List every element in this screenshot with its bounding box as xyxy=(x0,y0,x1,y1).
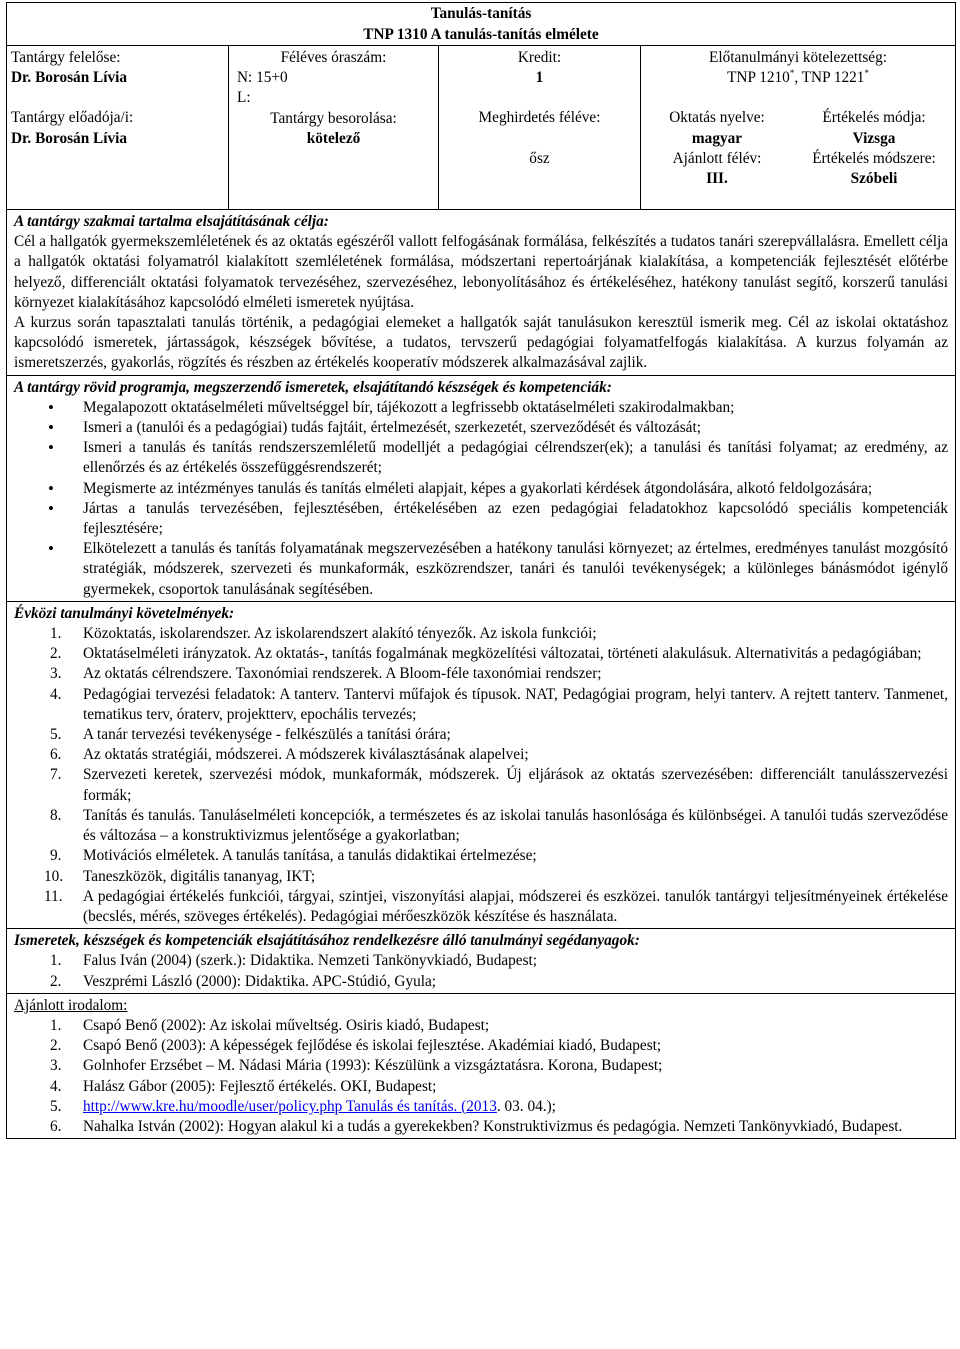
requirement-item: 5. A tanár tervezési tevékenysége - felkészülés a tanítási órára; xyxy=(50,726,451,744)
policy-link[interactable]: http://www.kre.hu/moodle/user/policy.php Tanulás és tanítás. (2013 xyxy=(83,1097,497,1115)
credit-column xyxy=(439,46,641,209)
course-code-title: TNP 1310 A tanulás-tanítás elmélete xyxy=(363,26,599,43)
material-item: 1. Falus Iván (2004) (szerk.): Didaktika. Nemzeti Tankönyvkiadó, Budapest; xyxy=(50,952,538,970)
literature-item: 1. Csapó Benő (2002): Az iskolai műveltség. Osiris kiadó, Budapest; xyxy=(50,1016,490,1034)
classification-value: kötelező xyxy=(306,129,361,147)
requirement-item: 2. Oktatáselméleti irányzatok. Az oktatás-, tanítás fogalmának megközelítési változatai, történeti alakulásuk. Alternativitás a pedagógiában; xyxy=(50,645,922,663)
announced-value: ősz xyxy=(529,149,550,167)
requirement-item: 6. Az oktatás stratégiái, módszerei. A módszerek kiválasztásának alapelvei; xyxy=(50,746,529,764)
assessment-value: Vizsga xyxy=(852,129,896,147)
competence-item: • Ismeri a (tanulói és a pedagógiai) tudás fajtáit, értelmezését, szerkezetét, szerveződését és változását; xyxy=(14,418,948,438)
prerequisite-column xyxy=(641,46,955,209)
requirement-item: 7. Szervezeti keretek, szervezési módok, munkaformák, módszerek. Új eljárások az oktatás szervezésében: differenciált tanulásszervezési formák; xyxy=(50,766,948,804)
competence-item: • Elkötelezett a tanulás és tanítás folyamatának megszervezésében a hatékony tanulási környezet; az értelmes, eredményes tanulást mozgósító stratégiák, módszerek, szervezeti és munkaformák, eszközrendszer, tanári és tanulói tevékenységek; a különleges bánásmódot igénylő gyermekek, csoportok tanulásának segítésében. xyxy=(14,539,948,600)
credit-label: Kredit: xyxy=(517,49,562,66)
program-heading: A tantárgy rövid programja, megszerzendő ismeretek, elsajátítandó készségek és kompetenciák: xyxy=(14,378,612,396)
literature-section xyxy=(7,993,955,1138)
language-semester-column xyxy=(641,108,793,189)
lecturer-name: Dr. Borosán Lívia xyxy=(11,129,128,147)
responsible-label: Tantárgy felelőse: xyxy=(11,49,121,66)
requirement-item: 4. Pedagógiai tervezési feladatok: A tanterv. Tantervi műfajok és típusok. NAT, Pedagógiai program, helyi tanterv. A rejtett tanterv. Tanmenet, tematikus terv, óraterv, projektterv, epochális tervezés; xyxy=(50,685,948,723)
literature-item: 5. http://www.kre.hu/moodle/user/policy.php Tanulás és tanítás. (2013. 03. 04.); xyxy=(50,1097,556,1115)
literature-item-date: . 03. 04.); xyxy=(496,1097,556,1115)
literature-heading: Ajánlott irodalom: xyxy=(14,996,128,1014)
responsible-name: Dr. Borosán Lívia xyxy=(11,69,128,87)
material-item: 2. Veszprémi László (2000): Didaktika. APC-Stúdió, Gyula; xyxy=(50,972,437,990)
competence-item: • Jártas a tanulás tervezésében, fejlesztésében, értékelésében az ezen pedagógiai feladatokhoz kapcsolódó speciális kompetenciák fejlesztésére; xyxy=(14,499,948,539)
literature-item: 3. Golnhofer Erzsébet – M. Nádasi Mária (1993): Készülünk a vizsgáztatásra. Korona, Budapest; xyxy=(50,1057,663,1075)
credit-value: 1 xyxy=(535,69,544,87)
semester-value: III. xyxy=(706,170,728,188)
language-label: Oktatás nyelve: xyxy=(669,109,765,127)
materials-heading: Ismeretek, készségek és kompetenciák elsajátításához rendelkezésre álló tanulmányi segédanyagok: xyxy=(14,932,640,950)
assessment-label: Értékelés módja: xyxy=(822,109,926,127)
prerequisite-value xyxy=(641,68,955,88)
program-section xyxy=(7,375,955,601)
prerequisite-course-1: TNP 1210 xyxy=(727,69,790,87)
materials-list xyxy=(14,951,948,991)
literature-list xyxy=(14,1016,948,1137)
requirement-item: 3. Az oktatás célrendszere. Taxonómiai rendszerek. A Bloom-féle taxonómiai rendszer; xyxy=(50,665,602,683)
prerequisite-course-2: , TNP 1221 xyxy=(794,69,865,87)
course-info-grid xyxy=(7,46,955,209)
literature-item: 4. Halász Gábor (2005): Fejlesztő értékelés. OKI, Budapest; xyxy=(50,1077,437,1095)
competence-item: • Megismerte az intézményes tanulás és tanítás elméleti alapjait, képes a gyakorlati kérdések átgondolására, alkotó feldolgozására; xyxy=(14,479,948,499)
semester-label: Ajánlott félév: xyxy=(672,149,762,167)
subject-group-title: Tanulás-tanítás xyxy=(430,5,532,22)
hours-n: N: 15+0 xyxy=(237,69,288,87)
requirement-item: 9. Motivációs elméletek. A tanulás tanítása, a tanulás didaktikai értelmezése; xyxy=(50,847,537,865)
requirement-item: 11. A pedagógiai értékelés funkciói, tárgyai, szintjei, viszonyítási alapjai, módszerei és eszközei. tanulók tantárgyi teljesítményeinek értékelése (becslés, mérés, szöveges értékelés). Pedagógiai mérőeszközök készítése és használata. xyxy=(44,887,948,925)
prerequisite-label: Előtanulmányi kötelezettség: xyxy=(709,49,887,66)
competence-item: • Megalapozott oktatáselméleti műveltséggel bír, tájékozott a legfrissebb oktatáselméleti szakirodalmakban; xyxy=(14,398,948,418)
goal-section xyxy=(7,209,955,375)
requirement-item: 8. Tanítás és tanulás. Tanuláselméleti koncepciók, a természetes és az iskolai tanulás hasonlósága és különbségei. A tanulói tudás szerveződése és változása – a konstruktivizmus jelentősége a gyakorlatban; xyxy=(50,806,948,845)
language-value: magyar xyxy=(691,129,743,147)
materials-section xyxy=(7,928,955,993)
literature-item: 2. Csapó Benő (2003): A képességek fejlődése és iskolai fejlesztése. Akadémiai kiadó, Budapest; xyxy=(50,1037,662,1055)
competence-list xyxy=(14,398,948,600)
course-description-document xyxy=(6,2,956,1139)
hours-column xyxy=(229,46,439,209)
assessment-method-label: Értékelés módszere: xyxy=(812,149,936,167)
assessment-column xyxy=(793,108,955,189)
announced-label: Meghirdetés féléve: xyxy=(478,109,601,127)
requirements-list xyxy=(14,624,948,927)
requirement-item: 1. Közoktatás, iskolarendszer. Az iskolarendszert alakító tényezők. Az iskola funkciói; xyxy=(50,625,597,643)
assessment-method-value: Szóbeli xyxy=(850,170,898,188)
classification-label: Tantárgy besorolása: xyxy=(270,109,397,127)
goal-paragraph-1: Cél a hallgatók gyermekszemléletének és az oktatás egészéről vallott felfogásának formálása, felkészítés a tudatos tanári szerepvállalásra. Emellett célja a hallgatók oktatási folyamatról kialakított szemléletének formálása, módszertani repertoárjának kialakítása, a kompetenciák fejlesztését előtérbe helyező, differenciált oktatási folyamatok tervezéséhez, szervezéséhez, lebonyolításához és értékeléséhez, hatékony tanulást segítő, korszerű tanulási környezet kialakításához kapcsolódó elméleti ismeretek nyújtása. xyxy=(14,233,948,311)
goal-heading: A tantárgy szakmai tartalma elsajátításának célja: xyxy=(14,213,329,230)
requirements-section xyxy=(7,601,955,928)
prerequisite-mark-1: * xyxy=(789,68,795,79)
hours-label: Féléves óraszám: xyxy=(280,49,387,66)
prerequisite-mark-2: * xyxy=(864,68,869,79)
hours-l: L: xyxy=(237,89,251,107)
lecturer-label: Tantárgy előadója/i: xyxy=(11,109,134,127)
requirements-heading: Évközi tanulmányi követelmények: xyxy=(14,604,235,622)
goal-paragraph-2: A kurzus során tapasztalati tanulás történik, a pedagógiai elemeket a hallgatók saját tanulásukon keresztül ismerik meg. Cél az iskolai oktatáshoz kapcsolódó ismeretek, jártasságok, készségek bővítése, a tudatos, tervszerű pedagógiai folyamatfelfogás kialakítása. A kurzus folyamán az ismeretszerzés, gyakorlás, rögzítés és részben az értékelés kooperatív módszerek alkalmazásával zajlik. xyxy=(14,314,948,372)
course-title-block xyxy=(7,3,955,46)
course-info-table xyxy=(6,2,956,1139)
requirement-item: 10. Taneszközök, digitális tananyag, IKT; xyxy=(44,867,316,885)
literature-item: 6. Nahalka István (2002): Hogyan alakul ki a tudás a gyerekekben? Konstruktivizmus és pedagógia. Nemzeti Tankönyvkiadó, Budapest. xyxy=(50,1117,903,1135)
competence-item: • Ismeri a tanulás és tanítás rendszerszemléletű modelljét a pedagógiai célrendszer(ek); a tanulási és tanítási folyamat; az eredmény, az ellenőrzés és az értékelés összefüggésrendszerét; xyxy=(14,438,948,478)
responsible-column xyxy=(7,46,229,209)
